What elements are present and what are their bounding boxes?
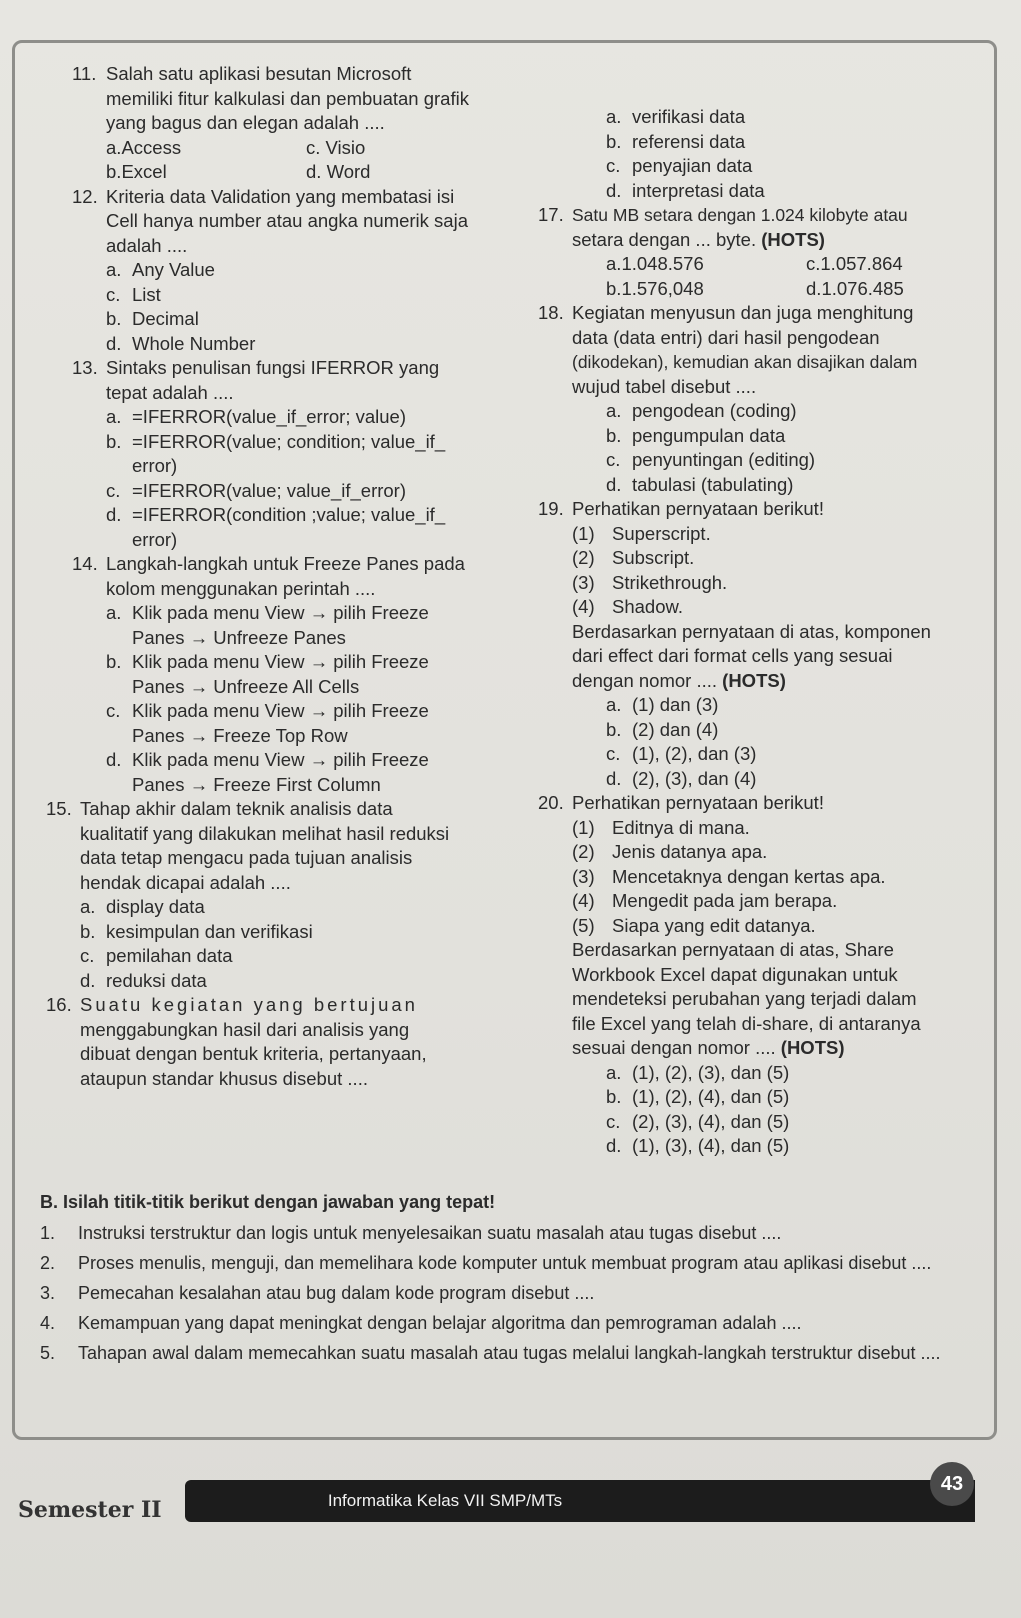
- option-b: b. (1), (2), (4), dan (5): [606, 1086, 790, 1107]
- statement-1: (1) Editnya di mana.: [572, 816, 750, 838]
- list-item: 5. Tahapan awal dalam memecahkan suatu masalah atau tugas melalui langkah-langkah terstruktur disebut ....: [40, 1343, 941, 1363]
- option-d: d.1.076.485: [806, 277, 904, 299]
- option-c: c. List: [106, 283, 161, 305]
- semester-label: Semester II: [18, 1497, 162, 1523]
- question-text: tepat adalah ....: [106, 381, 234, 403]
- option-c: c. Visio: [306, 136, 366, 158]
- list-item: 4. Kemampuan yang dapat meningkat dengan belajar algoritma dan pemrograman adalah ....: [40, 1313, 802, 1333]
- question-text: mendeteksi perubahan yang terjadi dalam: [572, 988, 917, 1009]
- question-text: memiliki fitur kalkulasi dan pembuatan grafik: [106, 87, 469, 109]
- question-text: Kegiatan menyusun dan juga menghitung: [572, 302, 914, 323]
- option-c: c. (1), (2), dan (3): [606, 743, 757, 764]
- question-19: [538, 497, 982, 791]
- question-number: 14.: [72, 553, 98, 574]
- question-text: Berdasarkan pernyataan di atas, komponen: [572, 620, 931, 642]
- list-item: 3. Pemecahan kesalahan atau bug dalam kode program disebut ....: [40, 1283, 595, 1303]
- question-20: [538, 791, 982, 1159]
- question-number: 11.: [72, 63, 97, 84]
- option-d: d. =IFERROR(condition ;value; value_if_: [106, 504, 446, 525]
- question-16-options: [572, 105, 982, 203]
- list-item: 2. Proses menulis, menguji, dan memelihara kode komputer untuk membuat program atau aplikasi disebut ....: [40, 1253, 932, 1273]
- question-text: Tahap akhir dalam teknik analisis data: [80, 798, 393, 819]
- hots-label: (HOTS): [761, 228, 825, 250]
- option-c: c. penyajian data: [606, 155, 753, 176]
- question-text: Perhatikan pernyataan berikut!: [572, 792, 824, 813]
- option-d: d. Klik pada menu View → pilih Freeze: [106, 749, 429, 770]
- option-d-cont: Panes → Freeze First Column: [132, 773, 381, 795]
- question-18: [538, 301, 982, 497]
- question-text: file Excel yang telah di-share, di antaranya: [572, 1012, 921, 1034]
- option-d-cont: error): [132, 528, 178, 550]
- option-b: b.Excel: [106, 161, 167, 182]
- question-12: [72, 185, 532, 357]
- option-a: a. display data: [80, 896, 205, 917]
- question-text: Berdasarkan pernyataan di atas, Share: [572, 939, 894, 960]
- question-text: dari effect dari format cells yang sesuai: [572, 645, 893, 666]
- question-text: dibuat dengan bentuk kriteria, pertanyaan,: [80, 1043, 427, 1064]
- question-number: 20.: [538, 792, 564, 813]
- question-text: Sintaks penulisan fungsi IFERROR yang: [106, 357, 440, 378]
- hots-label: (HOTS): [780, 1037, 845, 1058]
- question-text: kualitatif yang dilakukan melihat hasil reduksi: [80, 822, 450, 844]
- statement-1: (1) Superscript.: [572, 522, 711, 544]
- statement-2: (2) Subscript.: [572, 547, 695, 568]
- option-b: b. =IFERROR(value; condition; value_if_: [106, 430, 446, 452]
- question-text: Workbook Excel dapat digunakan untuk: [572, 963, 898, 985]
- option-a-cont: Panes → Unfreeze Panes: [132, 626, 346, 648]
- question-text: Salah satu aplikasi besutan Microsoft: [106, 63, 412, 84]
- question-number: 19.: [538, 498, 564, 519]
- option-c: c.1.057.864: [806, 253, 903, 274]
- question-13: [72, 356, 532, 552]
- question-14: [72, 552, 532, 797]
- option-d: d. Word: [306, 161, 371, 182]
- question-text: Langkah-langkah untuk Freeze Panes pada: [106, 553, 465, 574]
- question-text: setara dengan ... byte.: [572, 228, 757, 250]
- option-d: d. reduksi data: [80, 969, 207, 991]
- question-number: 12.: [72, 185, 98, 207]
- question-number: 18.: [538, 302, 564, 323]
- question-text: data (data entri) dari hasil pengodean: [572, 326, 880, 348]
- option-d: d. tabulasi (tabulating): [606, 473, 794, 495]
- question-text: adalah ....: [106, 234, 188, 256]
- section-b: [40, 1190, 985, 1371]
- question-15: [46, 797, 532, 993]
- statement-3: (3) Strikethrough.: [572, 571, 728, 593]
- statement-2: (2) Jenis datanya apa.: [572, 841, 768, 862]
- option-a: a. (1), (2), (3), dan (5): [606, 1061, 790, 1083]
- book-title: Informatika Kelas VII SMP/MTs: [327, 1491, 563, 1510]
- option-a: a. =IFERROR(value_if_error; value): [106, 406, 406, 427]
- question-17: [538, 203, 982, 301]
- question-number: 17.: [538, 204, 564, 225]
- question-number: 16.: [46, 994, 72, 1015]
- question-text: Cell hanya number atau angka numerik saja: [106, 210, 468, 231]
- option-d: d. interpretasi data: [606, 179, 765, 201]
- question-text: Suatu kegiatan yang bertujuan: [80, 994, 418, 1015]
- right-column: [538, 105, 982, 1159]
- option-b-cont: error): [132, 455, 178, 476]
- page-number: 43: [930, 1462, 974, 1506]
- statement-4: (4) Shadow.: [572, 596, 683, 617]
- question-text: dengan nomor ....: [572, 669, 718, 691]
- question-text: hendak dicapai adalah ....: [80, 871, 291, 893]
- option-a: a.1.048.576: [606, 253, 704, 274]
- hots-label: (HOTS): [722, 669, 786, 691]
- option-b: b. referensi data: [606, 130, 746, 152]
- option-a: a.Access: [106, 136, 182, 158]
- question-text: Kriteria data Validation yang membatasi isi: [106, 185, 455, 207]
- question-text: data tetap mengacu pada tujuan analisis: [80, 847, 413, 868]
- option-d: d. (2), (3), dan (4): [606, 767, 757, 789]
- question-text: Perhatikan pernyataan berikut!: [572, 498, 824, 519]
- option-b: b. Decimal: [106, 308, 199, 329]
- question-text: yang bagus dan elegan adalah ....: [106, 112, 385, 133]
- option-c-cont: Panes → Freeze Top Row: [132, 724, 348, 746]
- option-b-cont: Panes → Unfreeze All Cells: [132, 675, 360, 697]
- question-11: [72, 62, 532, 185]
- question-16: [46, 993, 532, 1091]
- question-text: Satu MB setara dengan 1.024 kilobyte atau: [572, 205, 908, 225]
- option-b: b. (2) dan (4): [606, 718, 719, 740]
- statement-5: (5) Siapa yang edit datanya.: [572, 914, 816, 936]
- option-c: c. penyuntingan (editing): [606, 449, 816, 470]
- question-number: 13.: [72, 357, 98, 378]
- option-a: a. Any Value: [106, 259, 215, 280]
- question-text: (dikodekan), kemudian akan disajikan dalam: [572, 352, 918, 372]
- question-text: menggabungkan hasil dari analisis yang: [80, 1018, 410, 1040]
- question-text: wujud tabel disebut ....: [572, 375, 757, 397]
- statement-4: (4) Mengedit pada jam berapa.: [572, 890, 838, 911]
- option-c: c. Klik pada menu View → pilih Freeze: [106, 700, 429, 721]
- option-b: b. pengumpulan data: [606, 424, 786, 446]
- option-b: b. Klik pada menu View → pilih Freeze: [106, 651, 429, 672]
- option-a: a. verifikasi data: [606, 106, 746, 127]
- option-c: c. pemilahan data: [80, 945, 233, 966]
- option-d: d. Whole Number: [106, 332, 256, 354]
- question-text: kolom menggunakan perintah ....: [106, 577, 376, 599]
- option-a: a. pengodean (coding): [606, 400, 797, 421]
- option-a: a. Klik pada menu View → pilih Freeze: [106, 602, 429, 623]
- option-b: b.1.576,048: [606, 277, 704, 299]
- option-a: a. (1) dan (3): [606, 694, 719, 715]
- left-column: [46, 62, 532, 1091]
- section-b-title: B. Isilah titik-titik berikut dengan jawaban yang tepat!: [40, 1192, 496, 1212]
- option-c: c. (2), (3), (4), dan (5): [606, 1110, 790, 1132]
- option-c: c. =IFERROR(value; value_if_error): [106, 479, 406, 501]
- statement-3: (3) Mencetaknya dengan kertas apa.: [572, 865, 886, 887]
- footer-bar: [185, 1480, 975, 1522]
- list-item: 1. Instruksi terstruktur dan logis untuk menyelesaikan suatu masalah atau tugas disebut ....: [40, 1223, 782, 1243]
- question-text: ataupun standar khusus disebut ....: [80, 1067, 368, 1089]
- question-text: sesuai dengan nomor ....: [572, 1037, 776, 1058]
- question-number: 15.: [46, 798, 72, 819]
- option-b: b. kesimpulan dan verifikasi: [80, 920, 313, 942]
- option-d: d. (1), (3), (4), dan (5): [606, 1135, 790, 1156]
